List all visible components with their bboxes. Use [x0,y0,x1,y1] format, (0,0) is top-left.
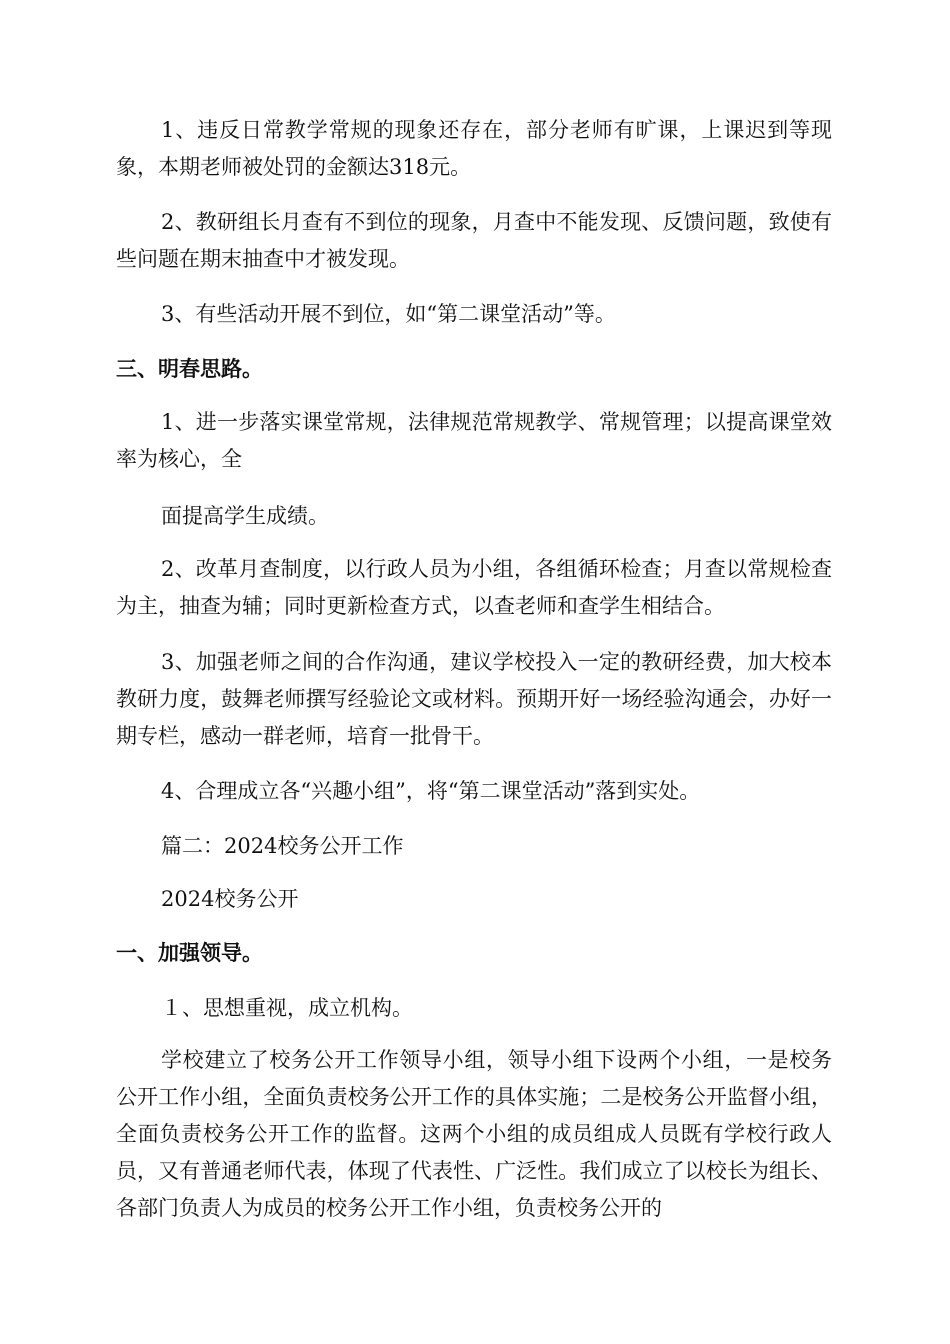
paragraph-classroom-routine-continued: 面提高学生成绩。 [161,504,329,528]
article-subtitle: 2024校务公开 [161,887,299,911]
paragraph-interest-groups: 4、合理成立各“兴趣小组”，将“第二课堂活动”落到实处。 [161,779,701,803]
section-heading-leadership: 一、加强领导。 [116,941,263,965]
paragraph-monthly-check: 2、教研组长月查有不到位的现象，月查中不能发现、反馈问题，致使有些问题在期末抽查中才被发现。 [116,210,832,271]
article-title: 篇二：2024校务公开工作 [161,834,404,858]
paragraph-violation: 1、违反日常教学常规的现象还存在，部分老师有旷课，上课迟到等现象，本期老师被处罚的金额达318元。 [116,118,832,179]
subheading-institution: １、思想重视，成立机构。 [161,996,413,1020]
section-heading-spring-plan: 三、明春思路。 [116,357,263,381]
paragraph-classroom-routine: 1、进一步落实课堂常规，法律规范常规教学、常规管理；以提高课堂效率为核心，全 [116,410,832,471]
paragraph-reform-check: 2、改革月查制度，以行政人员为小组，各组循环检查；月查以常规检查为主，抽查为辅；同时更新检查方式，以查老师和查学生相结合。 [116,557,832,618]
paragraph-activities: 3、有些活动开展不到位，如“第二课堂活动”等。 [161,302,616,326]
paragraph-school-affairs: 学校建立了校务公开工作领导小组，领导小组下设两个小组，一是校务公开工作小组，全面负责校务公开工作的具体实施；二是校务公开监督小组，全面负责校务公开工作的监督。这两个小组的成员组成人员既有学校行政人员，又有普通老师代表，体现了代表性、广泛性。我们成立了以校长为组长、各部门负责人为成员的校务公开工作小组，负责校务公开的 [116,1048,832,1220]
paragraph-cooperation: 3、加强老师之间的合作沟通，建议学校投入一定的教研经费，加大校本教研力度，鼓舞老师撰写经验论文或材料。预期开好一场经验沟通会，办好一期专栏，感动一群老师，培育一批骨干。 [116,650,832,748]
